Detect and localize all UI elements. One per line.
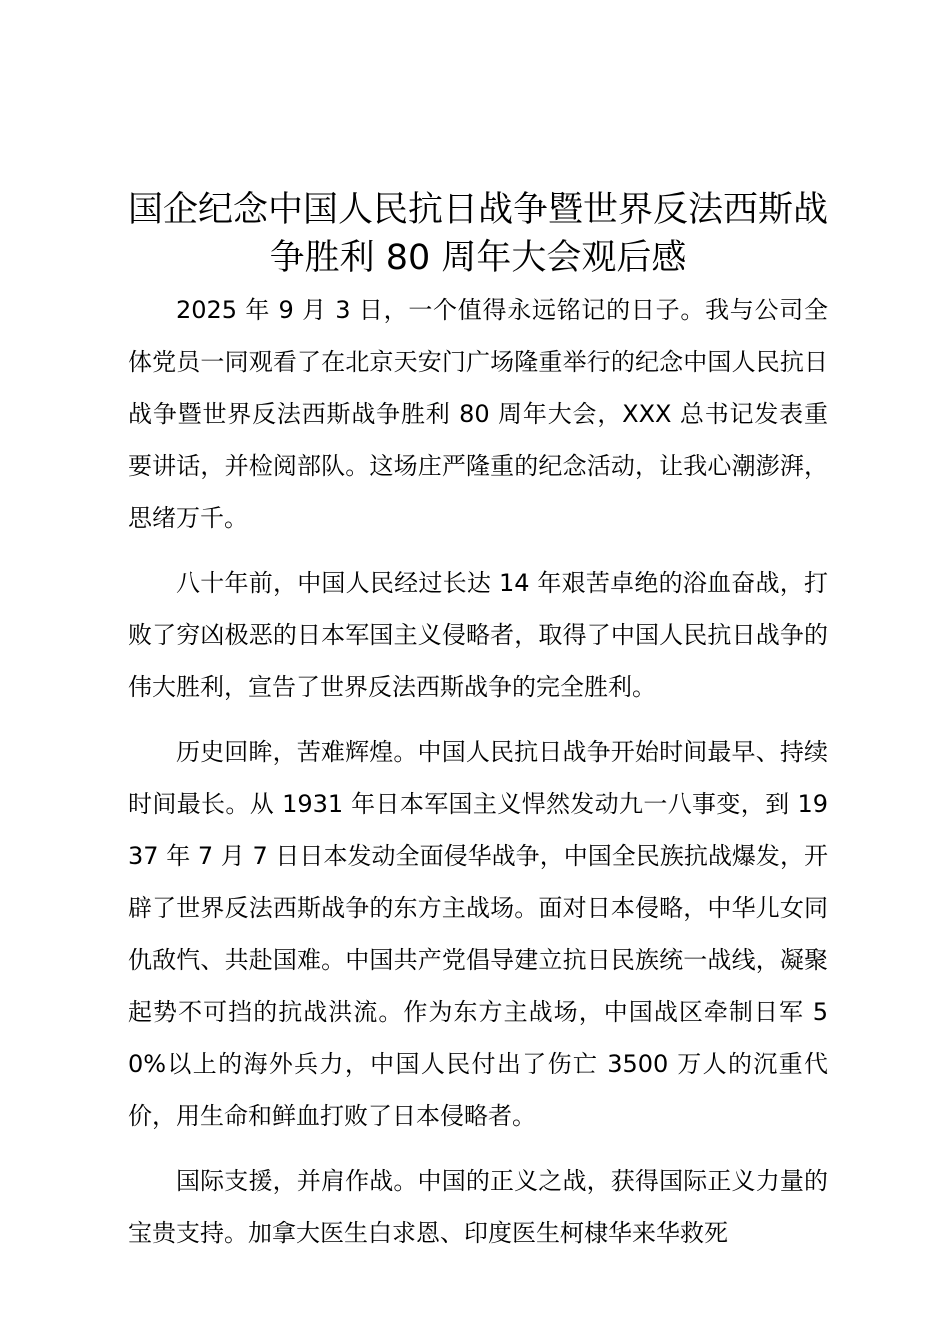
title-line-2: 争胜利 80 周年大会观后感 — [269, 238, 687, 278]
paragraph-3: 历史回眸，苦难辉煌。中国人民抗日战争开始时间最早、持续时间最长。从 1931 年日本军国主义悍然发动九一八事变，到 1937 年 7 月 7 日日本发动全面侵华战争，中国全民族抗战爆发，开辟了世界反法西斯战争的东方主战场。面对日本侵略，中华儿女同仇敌忾、共赴国难。中国共产党倡导建立抗日民族统一战线，凝聚起势不可挡的抗战洪流。作为东方主战场，中国战区牵制日军 50%以上的海外兵力，中国人民付出了伤亡 3500 万人的沉重代价，用生命和鲜血打败了日本侵略者。 — [128, 738, 828, 1130]
paragraph-2: 八十年前，中国人民经过长达 14 年艰苦卓绝的浴血奋战，打败了穷凶极恶的日本军国主义侵略者，取得了中国人民抗日战争的伟大胜利，宣告了世界反法西斯战争的完全胜利。 — [128, 569, 828, 701]
document-page — [128, 0, 828, 1272]
document-title — [128, 0, 828, 282]
title-line-1: 国企纪念中国人民抗日战争暨世界反法西斯战 — [128, 190, 829, 230]
document-body — [128, 284, 828, 1259]
paragraph-4: 国际支援，并肩作战。中国的正义之战，获得国际正义力量的宝贵支持。加拿大医生白求恩、印度医生柯棣华来华救死 — [128, 1167, 828, 1247]
paragraph-1: 2025 年 9 月 3 日，一个值得永远铭记的日子。我与公司全体党员一同观看了在北京天安门广场隆重举行的纪念中国人民抗日战争暨世界反法西斯战争胜利 80 周年大会，XXX 总书记发表重要讲话，并检阅部队。这场庄严隆重的纪念活动，让我心潮澎湃，思绪万千。 — [128, 296, 828, 532]
